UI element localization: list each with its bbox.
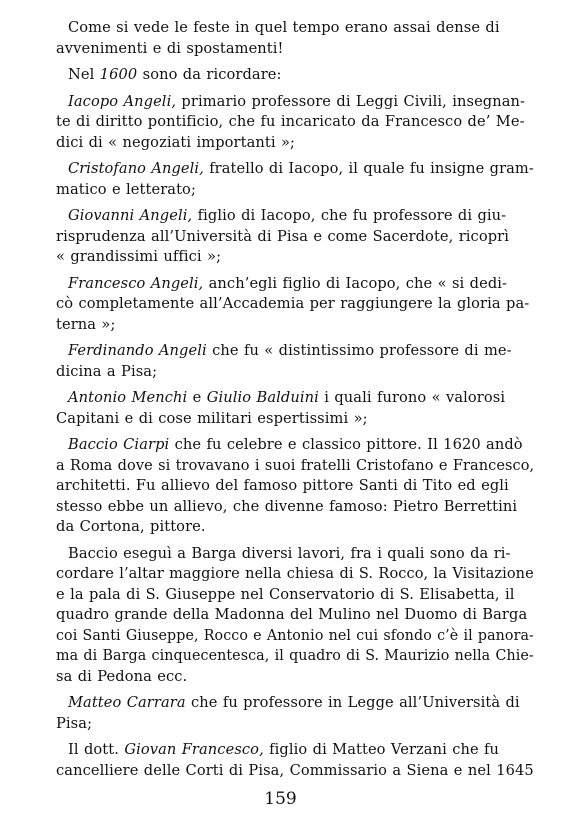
text-line — [56, 133, 534, 154]
text-line — [56, 564, 534, 585]
paragraph — [56, 693, 534, 734]
text-run: figlio di Matteo Verzani che fu — [263, 741, 500, 758]
text-line — [56, 362, 534, 383]
text-run: dici di « negoziati importanti »; — [56, 133, 295, 151]
text-line — [56, 476, 534, 497]
text-run: e — [187, 389, 207, 406]
text-run: i quali furono « valorosi — [318, 389, 506, 406]
text-line — [56, 65, 534, 86]
italic-name: Ferdinando Angeli — [68, 342, 207, 359]
text-line — [56, 544, 534, 565]
italic-name: Cristofano Angeli, — [67, 160, 204, 177]
italic-name: Matteo Carrara — [68, 694, 186, 711]
text-run: Capitani e di cose militari espertissimi »; — [56, 409, 368, 427]
italic-name: Francesco Angeli, — [68, 274, 204, 292]
text-run: che fu celebre e classico pittore. Il 1620 andò — [169, 436, 523, 453]
text-line — [56, 159, 533, 180]
page-number: 159 — [264, 789, 297, 809]
text-line — [56, 112, 534, 133]
text-run: da Cortona, pittore. — [56, 518, 206, 535]
text-run: matico e letterato; — [56, 180, 196, 198]
text-run: che fu professore in Legge all’Università di — [185, 694, 520, 711]
italic-name: Antonio Menchi — [68, 389, 188, 406]
page-body — [56, 18, 534, 787]
text-line — [56, 409, 534, 430]
paragraph — [56, 65, 534, 86]
text-run: cò completamente all’Accademia per raggiungere la gloria pa- — [56, 295, 530, 312]
text-line — [56, 206, 534, 227]
text-line — [56, 315, 534, 336]
text-run: sa di Pedona ecc. — [56, 667, 188, 685]
text-run: che fu « distintissimo professore di me- — [206, 342, 512, 359]
text-run: stesso ebbe un allievo, che divenne famoso: Pietro Berrettini — [56, 497, 518, 515]
text-run: risprudenza all’Università di Pisa e come Sacerdote, ricoprì — [56, 227, 510, 245]
text-run: Nel — [68, 66, 100, 83]
paragraph — [56, 388, 534, 429]
text-run: cancelliere delle Corti di Pisa, Commissario a Siena e nel 1645 — [56, 761, 534, 779]
text-line — [56, 435, 534, 456]
text-run: e la pala di S. Giuseppe nel Conservatorio di S. Elisabetta, il — [56, 585, 515, 603]
text-line — [56, 761, 534, 782]
text-run: Come si vede le feste in quel tempo erano assai dense di — [68, 19, 500, 36]
text-line — [56, 667, 534, 688]
text-run: cordare l’altar maggiore nella chiesa di S. Rocco, la Visitazione — [56, 565, 534, 582]
text-line — [56, 585, 534, 606]
text-line — [56, 227, 534, 248]
paragraph — [56, 544, 534, 688]
text-run: coi Santi Giuseppe, Rocco e Antonio nel cui sfondo c’è il panora- — [56, 626, 534, 644]
text-line — [56, 714, 534, 735]
text-run: sono da ricordare: — [137, 66, 282, 83]
text-line — [56, 497, 534, 518]
text-run: te di diritto pontificio, che fu incaricato da Francesco de’ Me- — [56, 113, 525, 130]
italic-name: 1600 — [99, 66, 138, 83]
text-line — [56, 693, 534, 714]
text-line — [56, 456, 535, 477]
paragraph — [56, 341, 534, 382]
italic-name: Iacopo Angeli, — [68, 92, 177, 110]
paragraph — [56, 206, 534, 268]
text-line — [56, 294, 534, 315]
text-line — [56, 39, 534, 60]
text-run: a Roma dove si trovavano i suoi fratelli Cristofano e Francesco, — [56, 456, 535, 474]
text-line — [56, 740, 534, 761]
text-run: Baccio eseguì a Barga diversi lavori, fra i quali sono da ri- — [68, 544, 511, 562]
text-run: quadro grande della Madonna del Mulino nel Duomo di Barga — [56, 606, 528, 623]
paragraph — [56, 740, 534, 781]
text-run: terna »; — [56, 315, 116, 333]
text-line — [56, 646, 534, 667]
text-run: Pisa; — [56, 714, 93, 732]
text-run: avvenimenti e di spostamenti! — [56, 39, 284, 57]
italic-name: Giulio Balduini — [206, 389, 319, 406]
text-run: Il dott. — [68, 741, 125, 758]
text-run: « grandissimi uffici »; — [56, 248, 222, 265]
text-run: anch’egli figlio di Iacopo, che « si dedi- — [203, 274, 508, 292]
text-run: ma di Barga cinquecentesca, il quadro di S. Maurizio nella Chie- — [56, 647, 534, 664]
text-line — [56, 274, 534, 295]
text-line — [56, 626, 534, 647]
italic-name: Giovanni Angeli, — [68, 207, 193, 224]
paragraph — [56, 92, 534, 154]
text-line — [56, 517, 534, 538]
text-line — [56, 247, 534, 268]
paragraph — [56, 159, 534, 200]
italic-name: Giovan Francesco, — [124, 741, 264, 758]
paragraph — [56, 18, 534, 59]
text-run: dicina a Pisa; — [56, 362, 158, 380]
text-run: architetti. Fu allievo del famoso pittore Santi di Tito ed egli — [56, 477, 509, 494]
text-line — [56, 92, 534, 113]
text-line — [56, 180, 534, 201]
text-run: fratello di Iacopo, il quale fu insigne gram- — [203, 160, 534, 177]
paragraph — [56, 435, 534, 538]
text-line — [56, 341, 534, 362]
paragraph — [56, 274, 534, 336]
text-run: primario professore di Leggi Civili, insegnan- — [176, 92, 526, 110]
text-run: figlio di Iacopo, che fu professore di giu- — [192, 207, 507, 224]
text-line — [56, 388, 534, 409]
text-line — [56, 605, 534, 626]
text-line — [56, 18, 534, 39]
italic-name: Baccio Ciarpi — [68, 436, 170, 453]
